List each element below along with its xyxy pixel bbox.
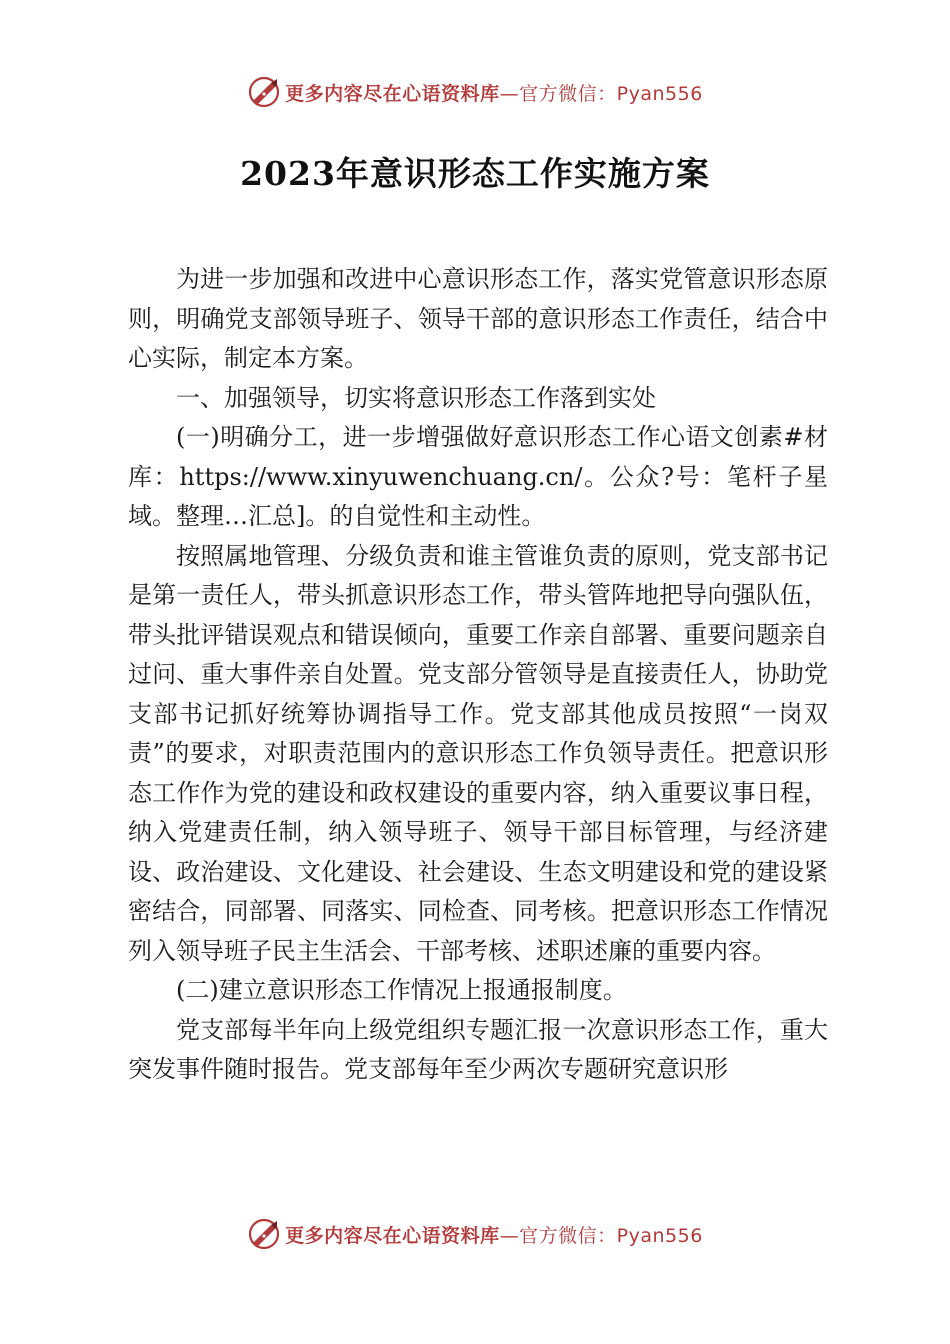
- paragraph-reporting: 党支部每半年向上级党组织专题汇报一次意识形态工作，重大突发事件随时报告。党支部每年至少两次专题研究意识形: [128, 1015, 828, 1083]
- watermark-text: 更多内容尽在心语资料库—官方微信：Pyan556: [285, 1224, 703, 1247]
- pen-nib-logo-icon: [247, 1217, 281, 1251]
- paragraph-responsibility: 按照属地管理、分级负责和谁主管谁负责的原则，党支部书记是第一责任人，带头抓意识形态工作，带头管阵地把导向强队伍，带头批评错误观点和错误倾向，重要工作亲自部署、重要问题亲自过问、重大事件亲自处置。党支部分管领导是直接责任人，协助党支部书记抓好统筹协调指导工作。党支部其他成员按照“一岗双责”的要求，对职责范围内的意识形态工作负领导责任。把意识形态工作作为党的建设和政权建设的重要内容，纳入重要议事日程，纳入党建责任制，纳入领导班子、领导干部目标管理，与经济建设、政治建设、文化建设、社会建设、生态文明建设和党的建设紧密结合，同部署、同落实、同检查、同考核。把意识形态工作情况列入领导班子民主生活会、干部考核、述职述廉的重要内容。: [128, 541, 828, 965]
- document-body: [128, 260, 828, 1090]
- watermark-text: 更多内容尽在心语资料库—官方微信：Pyan556: [285, 82, 703, 105]
- header-watermark: [0, 72, 950, 112]
- subsection-heading-1: (一)明确分工，进一步增强做好意识形态工作心语文创素#材库：https://www.xinyuwenchuang.cn/。公众?号：笔杆子星域。整理…汇总]。的自觉性和主动性。: [128, 423, 828, 530]
- subsection-heading-2: (二)建立意识形态工作情况上报通报制度。: [176, 976, 627, 1004]
- footer-watermark: [0, 1214, 950, 1254]
- document-title: 2023年意识形态工作实施方案: [240, 154, 710, 193]
- pen-nib-logo-icon: [247, 75, 281, 109]
- section-heading-1: 一、加强领导，切实将意识形态工作落到实处: [176, 383, 656, 412]
- paragraph-intro: 为进一步加强和改进中心意识形态工作，落实党管意识形态原则，明确党支部领导班子、领导干部的意识形态工作责任，结合中心实际，制定本方案。: [128, 265, 828, 372]
